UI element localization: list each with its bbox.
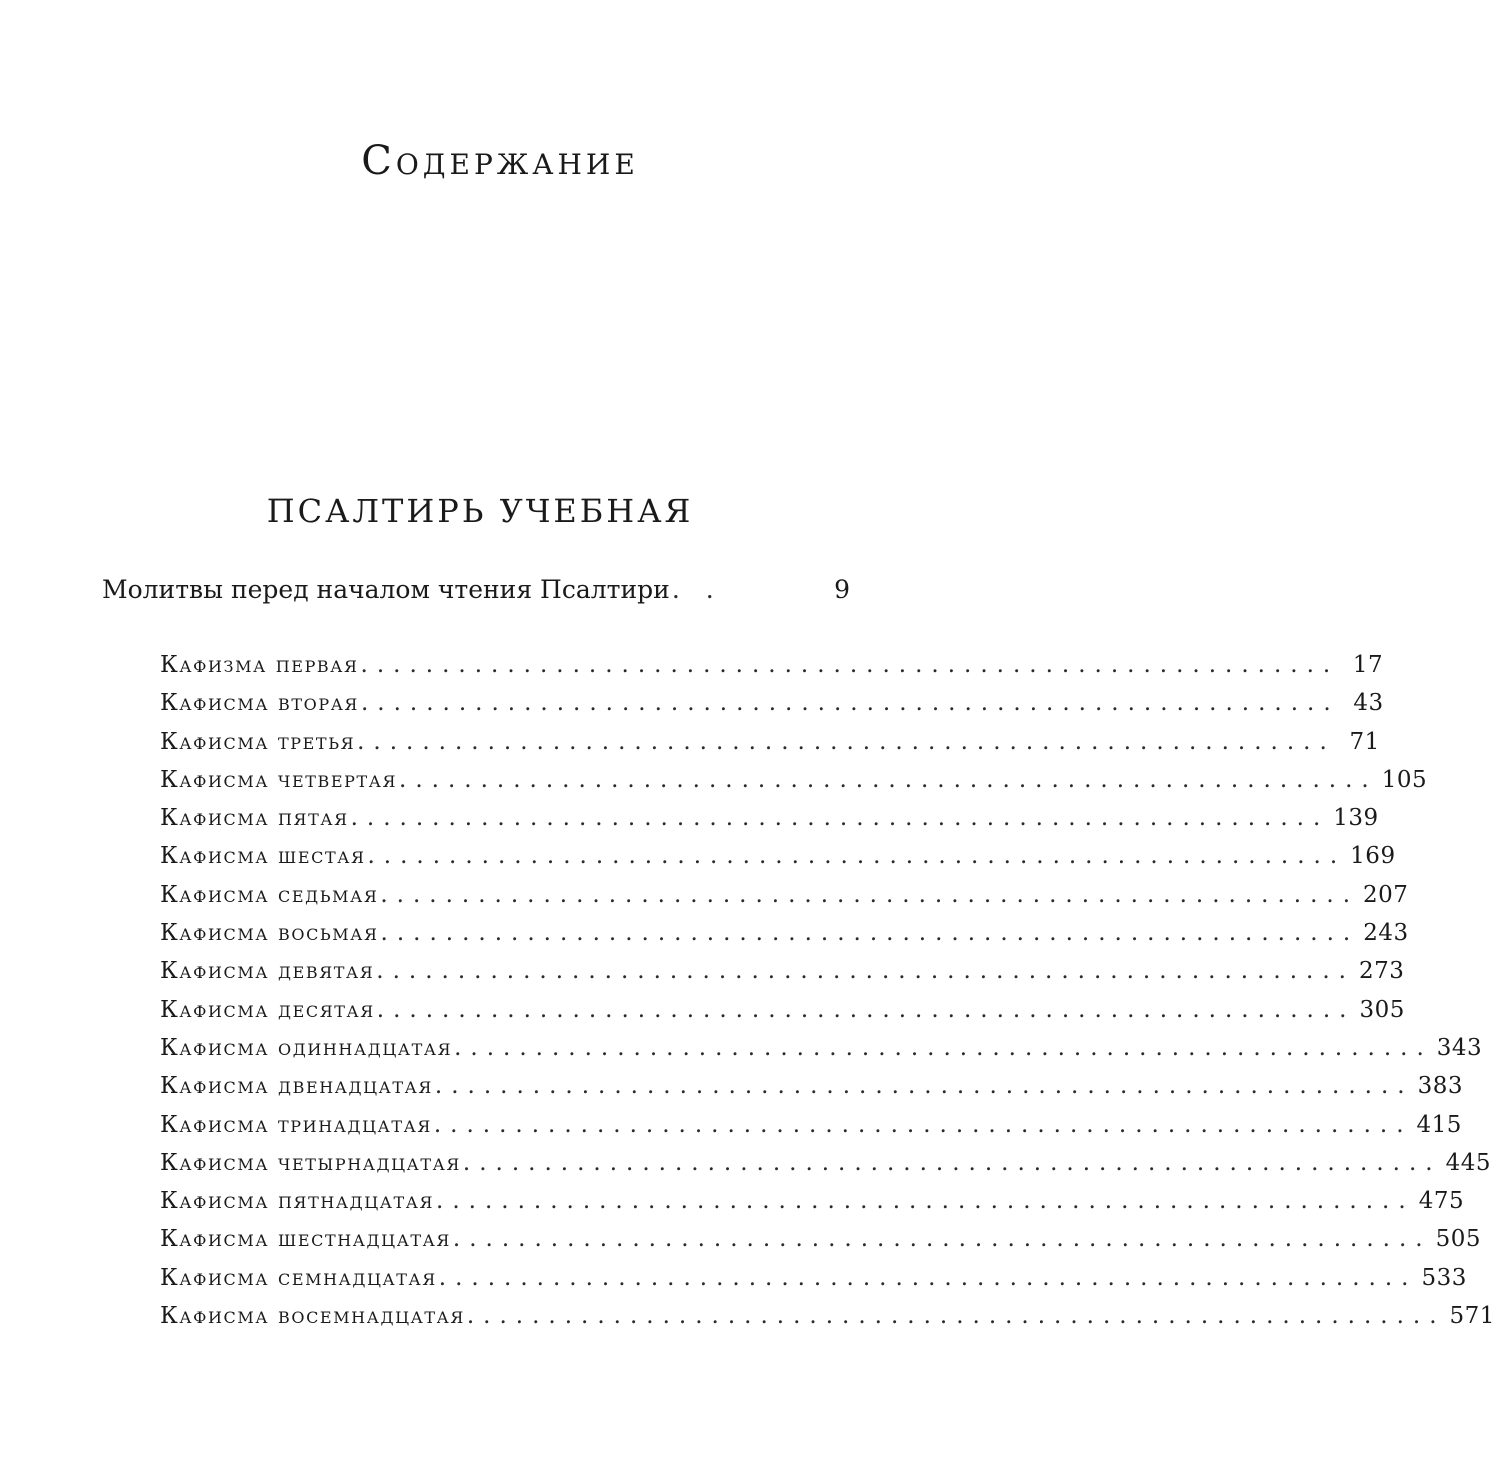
toc-entry-label: Кафисма вторая [160,690,359,717]
dot-leader: ............................................................ [360,690,1340,717]
toc-entry-label: Кафисма восемнадцатая [160,1303,465,1330]
toc-entry-label: Кафисма одиннадцатая [160,1034,453,1061]
toc-page-number: 415 [1416,1111,1462,1138]
dot-leader: ............................................................ [433,1111,1413,1138]
toc-entry[interactable] [160,881,1409,920]
toc-entry[interactable] [160,728,1380,767]
toc-entry-label: Кафисма двенадцатая [160,1073,433,1100]
toc-entry[interactable] [160,1188,1465,1226]
toc-entry[interactable] [160,1264,1467,1303]
toc-page-number: 505 [1435,1226,1481,1253]
toc-entry-label: Кафисма шестая [160,843,366,870]
toc-page-number: 533 [1421,1264,1467,1291]
toc-page-number: 475 [1418,1188,1465,1215]
toc-entry[interactable] [160,1034,1483,1073]
toc-page-number: 383 [1417,1073,1463,1100]
toc-entry-label: Кафисма десятая [160,996,375,1023]
toc-entry[interactable] [160,1149,1491,1188]
dot-leader: ............................................................ [399,766,1378,793]
toc-entry-label: Кафисма тринадцатая [160,1111,432,1138]
kathisma-list [160,652,1495,1341]
toc-entry[interactable] [160,1226,1481,1264]
toc-entry-label: Кафисма пятая [160,805,349,832]
dot-leader: ............................................................ [466,1303,1446,1330]
toc-page-number: 169 [1350,843,1396,870]
toc-page-number: 243 [1363,920,1409,947]
dot-leader: ............................................................ [452,1226,1432,1253]
toc-page-number: 343 [1436,1034,1483,1061]
toc-entry-label: Кафисма четвертая [160,766,398,793]
dot-leader: ............................................................ [380,881,1360,908]
toc-entry[interactable] [160,920,1409,958]
toc-entry[interactable] [160,1073,1463,1111]
toc-page-number: 9 [834,575,850,604]
toc-page-number: 71 [1349,728,1380,755]
dot-leader: ............................................................ [434,1073,1414,1100]
dot-leader: ............................................................ [367,843,1347,870]
toc-entry[interactable] [160,690,1384,728]
toc-entry[interactable] [160,996,1405,1035]
toc-entry-label: Кафисма пятнадцатая [160,1188,435,1215]
toc-entry-label: Кафисма девятая [160,958,375,985]
toc-entry-label: Молитвы перед началом чтения Псалтири [102,575,670,604]
toc-entry[interactable] [160,1303,1495,1341]
toc-page-number: 17 [1352,652,1384,678]
dot-leader: ............................................................ [380,920,1360,947]
toc-entry-label: Кафисма восьмая [160,920,379,947]
dot-leader: ............................................................ [350,805,1330,832]
dot-leader: ............................................................ [436,1188,1415,1215]
toc-entry[interactable] [160,843,1396,881]
dot-leader: ............................................................ [376,996,1356,1023]
toc-page-number: 571 [1449,1303,1495,1330]
toc-page-number: 139 [1333,805,1379,832]
dot-leader: ............................................................ [454,1034,1433,1061]
toc-page-number: 105 [1381,766,1428,793]
toc-entry-prayers[interactable] [102,575,850,604]
toc-page-number: 273 [1358,958,1405,985]
section-heading: ПСАЛТИРЬ УЧЕБНАЯ [266,492,694,530]
dot-leader: ............................................................ [438,1264,1418,1291]
toc-entry-label: Кафисма четырнадцатая [160,1149,461,1176]
dot-leader: ............................................................ [357,728,1336,755]
toc-entry-label: Кафисма третья [160,728,356,755]
toc-entry-label: Кафизма первая [160,652,359,678]
toc-entry[interactable] [160,652,1384,690]
toc-entry[interactable] [160,958,1405,996]
dot-leader: ............................................................ [462,1149,1442,1176]
toc-page-number: 305 [1359,996,1405,1023]
dot-leader: ............................................................ [360,652,1340,678]
toc-page-number: 445 [1445,1149,1491,1176]
toc-page-number: 43 [1353,690,1384,717]
toc-entry-label: Кафисма шестнадцатая [160,1226,451,1253]
dot-leader: ............................................................ [376,958,1355,985]
toc-entry[interactable] [160,805,1379,843]
dot-leader: . . [671,575,723,604]
toc-entry-label: Кафисма семнадцатая [160,1264,437,1291]
toc-page-number: 207 [1363,881,1409,908]
toc-entry-label: Кафисма седьмая [160,881,379,908]
toc-entry[interactable] [160,1111,1462,1150]
page-title: Содержание [361,138,639,184]
toc-entry[interactable] [160,766,1428,805]
